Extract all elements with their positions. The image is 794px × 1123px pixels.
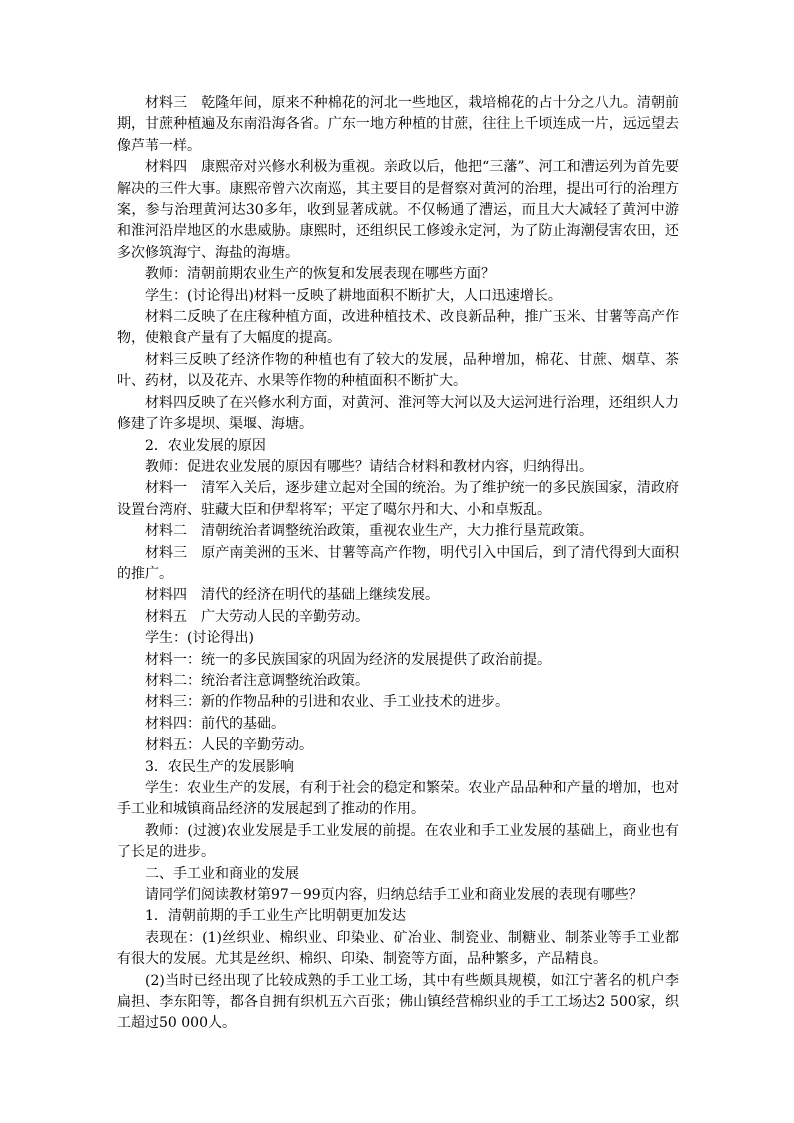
paragraph-student-impact: 学生：农业生产的发展，有利于社会的稳定和繁荣。农业产品品种和产量的增加，也对手工业和城镇商品经济的发展起到了推动的作用。 <box>117 780 679 818</box>
paragraph-answer-material-2: 材料二反映了在庄稼种植方面，改进种植技术、改良新品种，推广玉米、甘薯等高产作物，使粮食产量有了大幅度的提高。 <box>117 309 679 347</box>
paragraph-material-3-qianlong: 材料三 乾隆年间，原来不种棉花的河北一些地区，栽培棉花的占十分之八九。清朝前期，甘蔗种植遍及东南沿海各省。广东一地方种植的甘蔗，往往上千顷连成一片，远远望去像芦苇一样。 <box>117 95 679 154</box>
paragraph-summary-material-1: 材料一：统一的多民族国家的巩固为经济的发展提供了政治前提。 <box>145 651 551 668</box>
section-heading-handicraft-development: 1．清朝前期的手工业生产比明朝更加发达 <box>145 908 406 925</box>
paragraph-cause-material-3: 材料三 原产南美洲的玉米、甘薯等高产作物，明代引入中国后，到了清代得到大面积的推广。 <box>117 544 679 582</box>
paragraph-summary-material-5: 材料五：人民的辛勤劳动。 <box>145 737 313 754</box>
paragraph-reading-assignment: 请同学们阅读教材第97－99页内容，归纳总结手工业和商业发展的表现有哪些？ <box>145 887 643 904</box>
paragraph-summary-material-3: 材料三：新的作物品种的引进和农业、手工业技术的进步。 <box>145 694 509 711</box>
paragraph-cause-material-5: 材料五 广大劳动人民的辛勤劳动。 <box>145 608 369 625</box>
paragraph-summary-material-2: 材料二：统治者注意调整统治政策。 <box>145 672 369 689</box>
paragraph-teacher-causes-question: 教师：促进农业发展的原因有哪些？请结合材料和教材内容，归纳得出。 <box>145 458 593 475</box>
paragraph-handicraft-industries: 表现在：(1)丝织业、棉织业、印染业、矿冶业、制瓷业、制糖业、制茶业等手工业都有很大的发展。尤其是丝织、棉织、印染、制瓷等方面，品种繁多，产品精良。 <box>117 929 679 968</box>
paragraph-summary-material-4: 材料四：前代的基础。 <box>145 715 285 732</box>
paragraph-cause-material-1: 材料一 清军入关后，逐步建立起对全国的统治。为了维护统一的多民族国家，清政府设置台湾府、驻藏大臣和伊犁将军；平定了噶尔丹和大、小和卓叛乱。 <box>117 480 679 518</box>
paragraph-teacher-transition: 教师：(过渡)农业发展是手工业发展的前提。在农业和手工业发展的基础上，商业也有了长足的进步。 <box>117 822 679 861</box>
paragraph-cause-material-4: 材料四 清代的经济在明代的基础上继续发展。 <box>145 587 439 604</box>
paragraph-teacher-question: 教师：清朝前期农业生产的恢复和发展表现在哪些方面？ <box>145 266 495 283</box>
document-body <box>117 93 679 1035</box>
paragraph-answer-material-4: 材料四反映了在兴修水利方面，对黄河、淮河等大河以及大运河进行治理，还组织人力修建了许多堤坝、渠堰、海塘。 <box>117 394 679 433</box>
paragraph-student-discussion: 学生：(讨论得出) <box>145 630 254 647</box>
section-heading-agriculture-causes: 2．农业发展的原因 <box>145 437 266 454</box>
paragraph-material-4-kangxi: 材料四 康熙帝对兴修水利极为重视。亲政以后，他把“三藩”、河工和漕运列为首先要解决的三件大事。康熙帝曾六次南巡，其主要目的是督察对黄河的治理，提出可行的治理方案，参与治理黄河达30多年，收到显著成就。不仅畅通了漕运，而且大大减轻了黄河中游和淮河沿岸地区的水患威胁。康熙时，还组织民工修竣永定河，为了防止海潮侵害农田，还多次修筑海宁、海盐的海塘。 <box>117 159 679 261</box>
paragraph-student-answer-1: 学生：(讨论得出)材料一反映了耕地面积不断扩大，人口迅速增长。 <box>145 287 562 304</box>
paragraph-handicraft-workshops: (2)当时已经出现了比较成熟的手工业工场，其中有些颇具规模，如江宁著名的机户李扁担、李东阳等，都各自拥有织机五六百张；佛山镇经营棉织业的手工工场达2 500家，织工超过50 000人。 <box>117 972 679 1032</box>
section-heading-handicraft-commerce: 二、手工业和商业的发展 <box>145 865 299 882</box>
paragraph-cause-material-2: 材料二 清朝统治者调整统治政策，重视农业生产，大力推行垦荒政策。 <box>145 523 593 540</box>
section-heading-agriculture-impact: 3．农民生产的发展影响 <box>145 758 294 775</box>
paragraph-answer-material-3: 材料三反映了经济作物的种植也有了较大的发展，品种增加，棉花、甘蔗、烟草、茶叶、药材，以及花卉、水果等作物的种植面积不断扩大。 <box>117 351 679 390</box>
